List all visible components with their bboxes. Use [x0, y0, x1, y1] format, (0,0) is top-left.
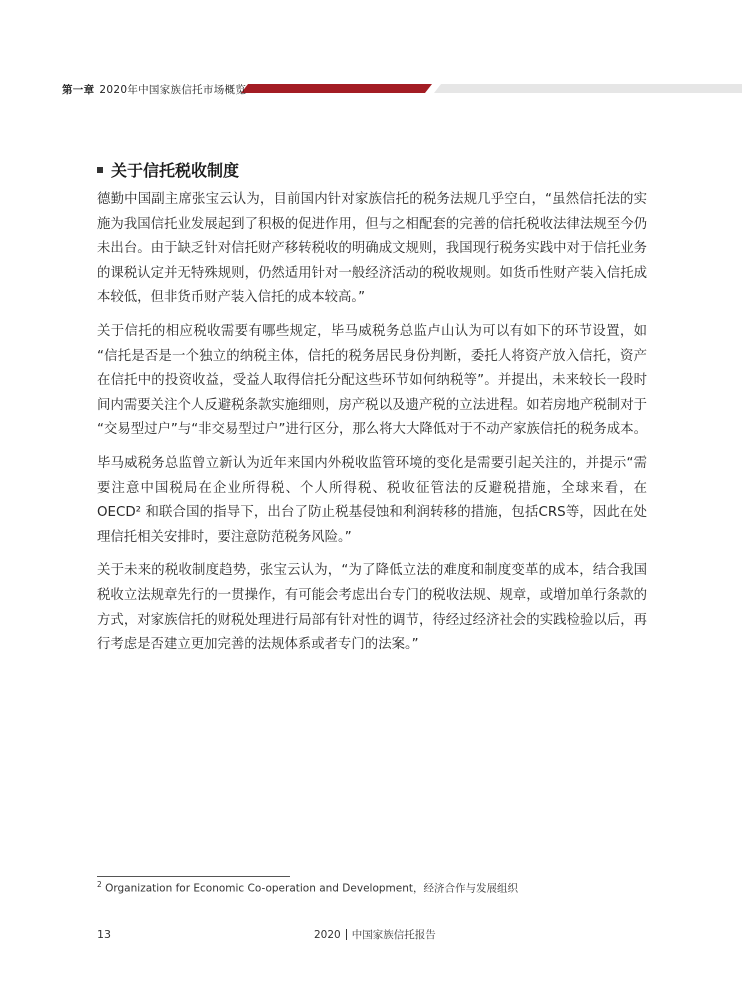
paragraph-line: 本较低，但非货币财产装入信托的成本较高。”	[97, 290, 366, 306]
footnote	[97, 880, 518, 896]
footnote-marker: 2	[97, 880, 102, 889]
header-title	[62, 82, 246, 97]
paragraph-line: 关于未来的税收制度趋势，张宝云认为，“为了降低立法的难度和制度变革的成本，结合我国	[97, 563, 647, 579]
paragraph-line: 在信托中的投资收益，受益人取得信托分配这些环节如何纳税等”。并提出，未来较长一段时	[97, 373, 647, 389]
paragraph-line: 税收立法规章先行的一贯操作，有可能会考虑出台专门的税收法规、规章，或增加单行条款的	[97, 587, 647, 603]
footnote-text: Organization for Economic Co-operation and Development，经济合作与发展组织	[105, 882, 518, 895]
footer-title-text: 中国家族信托报告	[351, 929, 436, 941]
paragraph-line: OECD² 和联合国的指导下，出台了防止税基侵蚀和利润转移的措施，包括CRS等，因此在处	[97, 505, 647, 521]
chapter-label: 第一章	[62, 84, 95, 96]
header-accent-red	[241, 84, 432, 93]
section-heading-text: 关于信托税收制度	[111, 161, 240, 180]
chapter-title: 2020年中国家族信托市场概览	[99, 84, 247, 96]
paragraph-line: 的课税认定并无特殊规则，仍然适用针对一般经济活动的税收规则。如货币性财产装入信托成	[97, 265, 647, 281]
paragraph	[97, 452, 647, 550]
page-number: 13	[97, 928, 111, 941]
footer-report-title	[314, 927, 436, 942]
paragraph-line: 行考虑是否建立更加完善的法规体系或者专门的法案。”	[97, 637, 419, 653]
paragraph	[97, 320, 647, 443]
paragraph-line: 方式，对家族信托的财税处理进行局部有针对性的调节，待经过经济社会的实践检验以后，再	[97, 612, 647, 628]
paragraph-line: 间内需要关注个人反避税条款实施细则，房产税以及遗产税的立法进程。如若房地产税制对于	[97, 397, 647, 413]
footer-year: 2020	[314, 929, 341, 941]
paragraph-line: 关于信托的相应税收需要有哪些规定，毕马威税务总监卢山认为可以有如下的环节设置，如	[97, 323, 647, 339]
paragraph-line: “交易型过户”与“非交易型过户”进行区分，那么将大大降低对于不动产家族信托的税务成本。	[97, 422, 647, 438]
footer-separator	[346, 929, 347, 940]
running-header	[0, 79, 742, 101]
paragraph-line: 毕马威税务总监曾立新认为近年来国内外税收监管环境的变化是需要引起关注的，并提示“需	[97, 455, 647, 471]
paragraph-line: 施为我国信托业发展起到了积极的促进作用，但与之相配套的完善的信托税收法律法规至今仍	[97, 216, 647, 232]
header-accent-gray	[434, 84, 742, 93]
paragraph	[97, 559, 647, 657]
paragraph-line: 德勤中国副主席张宝云认为，目前国内针对家族信托的税务法规几乎空白，“虽然信托法的实	[97, 192, 647, 207]
footnote-divider	[97, 876, 290, 877]
bullet-square-icon	[97, 167, 103, 173]
paragraph	[97, 188, 647, 311]
section-heading	[97, 158, 239, 181]
paragraph-line: 理信托相关安排时，要注意防范税务风险。”	[97, 529, 352, 545]
body-text	[97, 188, 647, 667]
paragraph-line: 要注意中国税局在企业所得税、个人所得税、税收征管法的反避税措施，全球来看，在	[97, 480, 647, 496]
paragraph-line: 未出台。由于缺乏针对信托财产移转税收的明确成文规则，我国现行税务实践中对于信托业务	[97, 241, 647, 257]
paragraph-line: “信托是否是一个独立的纳税主体，信托的税务居民身份判断，委托人将资产放入信托，资产	[97, 348, 647, 364]
